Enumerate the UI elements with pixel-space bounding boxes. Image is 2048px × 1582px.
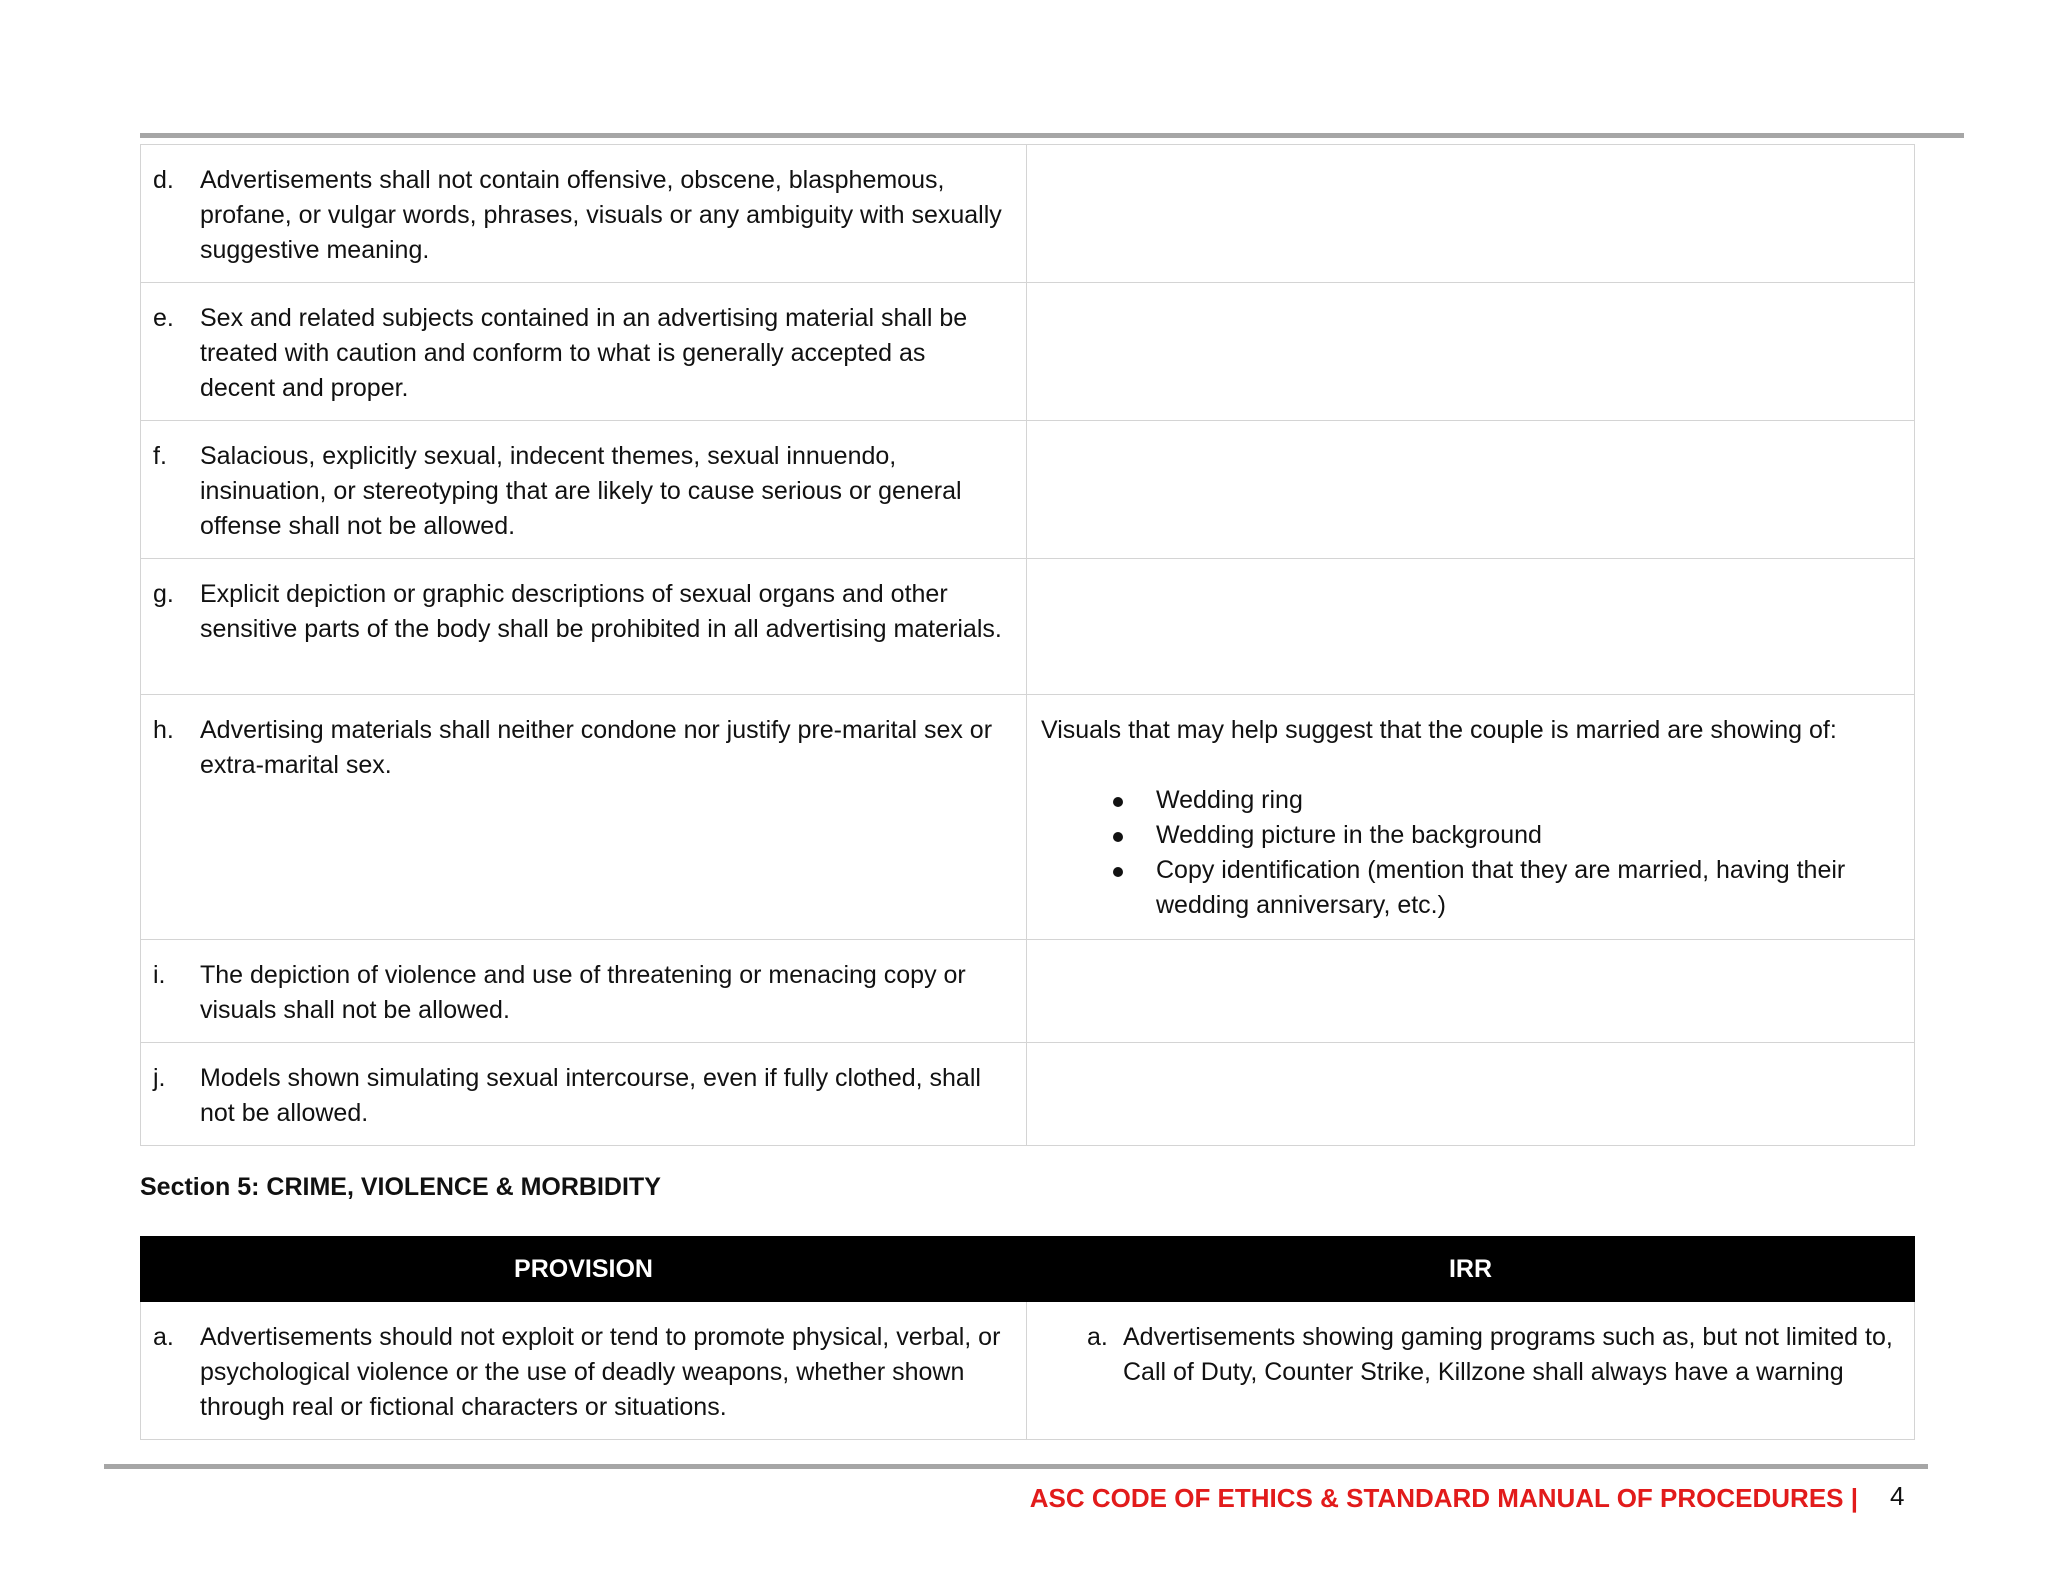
provision-cell <box>141 1302 1027 1440</box>
item-label: d. <box>153 166 174 194</box>
provision-text: Advertisements shall not contain offensive, obscene, blasphemous, profane, or vulgar words, phrases, visuals or any ambiguity with sexually suggestive meaning. <box>200 166 1002 264</box>
table-row <box>141 940 1915 1043</box>
table-row <box>141 695 1915 940</box>
irr-text <box>1027 940 1914 972</box>
provision-cell <box>141 559 1027 695</box>
page-number: 4 <box>1890 1481 1905 1511</box>
irr-cell <box>1027 421 1915 559</box>
provision-text: Advertisements should not exploit or tend to promote physical, verbal, or psychological violence or the use of deadly weapons, whether shown through real or fictional characters or situations. <box>200 1323 1001 1421</box>
provision-cell <box>141 1043 1027 1146</box>
provision-cell <box>141 695 1027 940</box>
irr-text <box>1027 421 1914 453</box>
bottom-rule <box>104 1464 1928 1469</box>
irr-text: Advertisements showing gaming programs such as, but not limited to, Call of Duty, Counter Strike, Killzone shall always have a warning <box>1123 1323 1893 1386</box>
provision-cell <box>141 283 1027 421</box>
irr-text: Visuals that may help suggest that the couple is married are showing of: <box>1041 716 1837 744</box>
bullet-icon <box>1113 832 1123 842</box>
irr-cell <box>1027 283 1915 421</box>
table-row <box>141 421 1915 559</box>
list-item: Copy identification (mention that they are married, having their wedding anniversary, etc.) <box>1041 853 1896 923</box>
irr-column-header: IRR <box>1027 1237 1915 1302</box>
provision-cell <box>141 940 1027 1043</box>
item-label: g. <box>153 580 174 608</box>
provision-cell <box>141 145 1027 283</box>
item-label: e. <box>153 304 174 332</box>
provision-cell <box>141 421 1027 559</box>
bullet-icon <box>1113 797 1123 807</box>
footer-title: ASC CODE OF ETHICS & STANDARD MANUAL OF PROCEDURES | <box>1029 1483 1858 1513</box>
table-row <box>141 145 1915 283</box>
provision-text: Models shown simulating sexual intercourse, even if fully clothed, shall not be allowed. <box>200 1064 981 1127</box>
table-row <box>141 559 1915 695</box>
section-title: Section 5: CRIME, VIOLENCE & MORBIDITY <box>140 1173 661 1201</box>
irr-cell <box>1027 1302 1915 1440</box>
irr-text <box>1027 1043 1914 1075</box>
table-header-row <box>141 1237 1915 1302</box>
provision-text: Explicit depiction or graphic descriptions of sexual organs and other sensitive parts of the body shall be prohibited in all advertising materials. <box>200 580 1002 643</box>
list-item: Wedding ring <box>1041 783 1896 818</box>
top-rule <box>140 133 1964 138</box>
provision-text: The depiction of violence and use of threatening or menacing copy or visuals shall not be allowed. <box>200 961 966 1024</box>
irr-bullet-list <box>1041 783 1896 923</box>
provision-text: Salacious, explicitly sexual, indecent themes, sexual innuendo, insinuation, or stereotyping that are likely to cause serious or general offense shall not be allowed. <box>200 442 962 540</box>
item-label: i. <box>153 961 166 989</box>
irr-text <box>1027 283 1914 315</box>
section4-table <box>140 144 1915 1146</box>
item-label: h. <box>153 716 174 744</box>
irr-item-label: a. <box>1087 1323 1108 1351</box>
provision-text: Advertising materials shall neither condone nor justify pre-marital sex or extra-marital sex. <box>200 716 993 779</box>
irr-cell <box>1027 940 1915 1043</box>
provision-column-header: PROVISION <box>141 1237 1027 1302</box>
table-row <box>141 1302 1915 1440</box>
item-label: a. <box>153 1323 174 1351</box>
irr-text <box>1027 559 1914 591</box>
item-label: f. <box>153 442 167 470</box>
section5-table <box>140 1236 1915 1440</box>
item-label: j. <box>153 1064 166 1092</box>
irr-cell <box>1027 695 1915 940</box>
irr-cell <box>1027 145 1915 283</box>
table-row <box>141 283 1915 421</box>
irr-cell <box>1027 1043 1915 1146</box>
table-row <box>141 1043 1915 1146</box>
provision-text: Sex and related subjects contained in an advertising material shall be treated with caution and conform to what is generally accepted as decent and proper. <box>200 304 968 402</box>
list-item: Wedding picture in the background <box>1041 818 1896 853</box>
bullet-icon <box>1113 867 1123 877</box>
irr-text <box>1027 145 1914 177</box>
irr-cell <box>1027 559 1915 695</box>
